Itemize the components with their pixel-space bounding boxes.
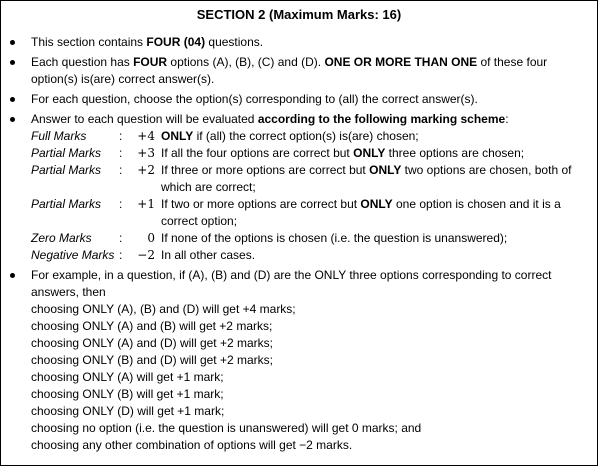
scheme-text: two options are chosen, both of which are correct; xyxy=(161,163,572,194)
scheme-label: Partial Marks xyxy=(31,146,102,160)
bullet-text: For each question, choose the option(s) corresponding to (all) the correct answer(s). xyxy=(31,92,478,106)
bullet-text: Answer to each question will be evaluated xyxy=(31,112,258,126)
bullet-question-count xyxy=(1,34,597,51)
scheme-text: If two or more options are correct but xyxy=(161,197,361,211)
scheme-bold: ONLY xyxy=(369,163,402,177)
scheme-desc: If none of the options is chosen (i.e. the question is unanswered); xyxy=(161,231,508,245)
scheme-colon: : xyxy=(119,231,123,245)
bullet-bold: ONE OR MORE THAN ONE xyxy=(324,55,478,69)
scheme-colon: : xyxy=(119,146,123,160)
bullet-icon xyxy=(10,117,15,122)
scheme-row-zero xyxy=(31,230,587,247)
scheme-text: three options are chosen; xyxy=(385,146,525,160)
scheme-row-full xyxy=(31,128,587,145)
example-line: choosing ONLY (A) and (D) will get +2 marks; xyxy=(31,336,273,350)
bullet-bold: FOUR (04) xyxy=(146,35,206,49)
scheme-label: Negative Marks xyxy=(31,248,115,262)
scheme-row-partial-2 xyxy=(31,162,587,196)
scheme-bold: ONLY xyxy=(353,146,386,160)
bullet-icon xyxy=(10,273,15,278)
scheme-label: Zero Marks xyxy=(31,231,92,245)
scheme-desc xyxy=(161,128,587,145)
scheme-value: +2 xyxy=(137,163,155,177)
bullet-icon xyxy=(10,40,15,45)
scheme-bold: ONLY xyxy=(360,197,393,211)
scheme-desc xyxy=(161,145,587,162)
example-line: choosing ONLY (A) will get +1 mark; xyxy=(31,370,224,384)
scheme-label: Partial Marks xyxy=(31,197,102,211)
bullet-options xyxy=(1,54,597,88)
scheme-row-partial-3 xyxy=(31,145,587,162)
bullet-text: options (A), (B), (C) and (D). xyxy=(167,55,325,69)
scheme-text: If all the four options are correct but xyxy=(161,146,354,160)
bullet-example xyxy=(1,267,597,301)
bullet-bold: FOUR xyxy=(133,55,168,69)
bullet-text: This section contains xyxy=(31,35,147,49)
example-line: choosing any other combination of options will get −2 marks. xyxy=(31,438,353,452)
scheme-desc: In all other cases. xyxy=(161,248,256,262)
scheme-text: one option is chosen and it is a correct option; xyxy=(161,197,561,228)
scheme-value: 0 xyxy=(147,231,155,245)
scheme-row-negative xyxy=(31,247,587,264)
bullet-text: Each question has xyxy=(31,55,134,69)
scheme-colon: : xyxy=(119,129,123,143)
bullet-bold: according to the following marking scheme xyxy=(257,112,506,126)
scheme-desc xyxy=(161,196,587,230)
scheme-text: if (all) the correct option(s) is(are) chosen; xyxy=(193,129,419,143)
example-lines xyxy=(1,301,597,454)
bullet-choose xyxy=(1,91,597,108)
scheme-value: +1 xyxy=(137,197,155,211)
scheme-colon: : xyxy=(119,248,123,262)
example-line: choosing ONLY (B) and (D) will get +2 marks; xyxy=(31,353,273,367)
example-intro: For example, in a question, if (A), (B) and (D) are the ONLY three options corresponding to correct answers, then xyxy=(31,268,552,299)
scheme-row-partial-1 xyxy=(31,196,587,230)
example-line: choosing ONLY (A) and (B) will get +2 marks; xyxy=(31,319,273,333)
scheme-colon: : xyxy=(119,163,123,177)
scheme-bold: ONLY xyxy=(161,129,194,143)
scheme-text: If three or more options are correct but xyxy=(161,163,370,177)
bullet-marking xyxy=(1,111,597,128)
scheme-label: Partial Marks xyxy=(31,163,102,177)
scheme-value: −2 xyxy=(137,248,155,262)
bullet-text: of these four option(s) is(are) correct answer(s). xyxy=(31,55,548,86)
example-line: choosing ONLY (B) will get +1 mark; xyxy=(31,387,224,401)
scheme-label: Full Marks xyxy=(31,129,87,143)
scheme-value: +4 xyxy=(137,129,155,143)
example-line: choosing ONLY (A), (B) and (D) will get +4 marks; xyxy=(31,302,296,316)
scheme-value: +3 xyxy=(137,146,155,160)
scheme-colon: : xyxy=(119,197,123,211)
bullet-text: questions. xyxy=(205,35,264,49)
bullet-text: : xyxy=(505,112,509,126)
example-line: choosing ONLY (D) will get +1 mark; xyxy=(31,404,225,418)
scheme-desc xyxy=(161,162,587,196)
example-line: choosing no option (i.e. the question is unanswered) will get 0 marks; and xyxy=(31,421,422,435)
section-title: SECTION 2 (Maximum Marks: 16) xyxy=(196,7,402,22)
bullet-icon xyxy=(10,97,15,102)
bullet-icon xyxy=(10,60,15,65)
marking-scheme xyxy=(1,128,597,264)
